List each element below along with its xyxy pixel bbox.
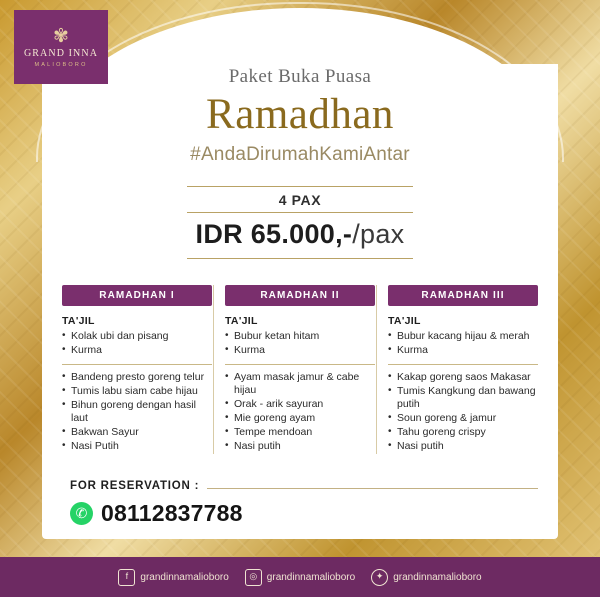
list-item: • Kurma <box>225 344 375 357</box>
list-item: • Bandeng presto goreng telur <box>62 371 212 384</box>
reservation-rule <box>207 488 538 489</box>
package-divider-3 <box>388 364 538 365</box>
list-item: • Soun goreng & jamur <box>388 412 538 425</box>
price-block <box>0 186 600 259</box>
whatsapp-icon[interactable]: ✆ <box>70 502 93 525</box>
list-item: • Kakap goreng saos Makasar <box>388 371 538 384</box>
twitter-icon[interactable]: ✦ <box>371 569 388 586</box>
list-item: • Nasi putih <box>388 440 538 453</box>
price-value: IDR 65.000,- <box>195 219 353 249</box>
package-column-3 <box>388 285 538 454</box>
list-item: • Tahu goreng crispy <box>388 426 538 439</box>
facebook-icon[interactable]: f <box>118 569 135 586</box>
list-item: • Ayam masak jamur & cabe hijau <box>225 371 375 397</box>
logo-ornament-icon: ✾ <box>53 25 69 47</box>
instagram-icon[interactable]: ◎ <box>245 569 262 586</box>
list-item: • Bakwan Sayur <box>62 426 212 439</box>
package-badge-1: RAMADHAN I <box>62 285 212 306</box>
page-title: Ramadhan <box>206 91 394 138</box>
list-item: • Bihun goreng dengan hasil laut <box>62 399 212 425</box>
tajil-list-1 <box>62 330 212 357</box>
package-column-1 <box>62 285 212 454</box>
list-item: • Nasi Putih <box>62 440 212 453</box>
list-item: • Tumis Kangkung dan bawang putih <box>388 385 538 411</box>
headline-pretitle: Paket Buka Puasa <box>228 66 372 87</box>
campaign-hashtag: #AndaDirumahKamiAntar <box>190 144 410 165</box>
tajil-label-1: TA'JIL <box>62 315 95 327</box>
logo-brand-name: GRAND INNA <box>23 47 99 59</box>
list-item: • Kurma <box>62 344 212 357</box>
package-divider-1 <box>62 364 212 365</box>
social-twitter[interactable] <box>371 569 481 586</box>
list-item: • Bubur ketan hitam <box>225 330 375 343</box>
tajil-label-2: TA'JIL <box>225 315 258 327</box>
column-divider-left-3 <box>376 285 377 454</box>
social-instagram[interactable] <box>245 569 355 586</box>
reservation-phone-number[interactable]: 08112837788 <box>101 500 243 526</box>
main-list-2 <box>225 371 375 453</box>
list-item: • Kolak ubi dan pisang <box>62 330 212 343</box>
reservation-header <box>70 480 538 492</box>
reservation-phone-row[interactable] <box>70 500 538 527</box>
twitter-handle[interactable]: grandinnamalioboro <box>393 571 482 583</box>
price-unit: /pax <box>352 219 405 249</box>
list-item: • Kurma <box>388 344 538 357</box>
price-amount <box>0 219 600 250</box>
list-item: • Bubur kacang hijau & merah <box>388 330 538 343</box>
list-item: • Tempe mendoan <box>225 426 375 439</box>
package-column-2 <box>225 285 375 454</box>
list-item: • Tumis labu siam cabe hijau <box>62 385 212 398</box>
instagram-handle[interactable]: grandinnamalioboro <box>266 571 356 583</box>
package-divider-2 <box>225 364 375 365</box>
package-badge-2: RAMADHAN II <box>225 285 375 306</box>
reservation-label: FOR RESERVATION : <box>70 480 200 492</box>
package-columns <box>62 285 538 454</box>
social-facebook[interactable] <box>118 569 228 586</box>
tajil-label-3: TA'JIL <box>388 315 421 327</box>
facebook-handle[interactable]: grandinnamalioboro <box>140 571 229 583</box>
social-footer-bar <box>0 557 600 597</box>
list-item: • Mie goreng ayam <box>225 412 375 425</box>
tajil-list-3 <box>388 330 538 357</box>
column-divider-left-2 <box>213 285 214 454</box>
main-list-1 <box>62 371 212 453</box>
reservation-block <box>70 480 538 527</box>
pax-count: 4 PAX <box>278 192 322 208</box>
price-divider-bottom <box>187 258 413 259</box>
price-divider-middle <box>187 212 413 213</box>
main-list-3 <box>388 371 538 453</box>
package-badge-3: RAMADHAN III <box>388 285 538 306</box>
logo-brand-location: MALIOBORO <box>34 61 88 68</box>
list-item: • Nasi putih <box>225 440 375 453</box>
poster-headline <box>0 66 600 166</box>
list-item: • Orak - arik sayuran <box>225 398 375 411</box>
tajil-list-2 <box>225 330 375 357</box>
price-divider-top <box>187 186 413 187</box>
